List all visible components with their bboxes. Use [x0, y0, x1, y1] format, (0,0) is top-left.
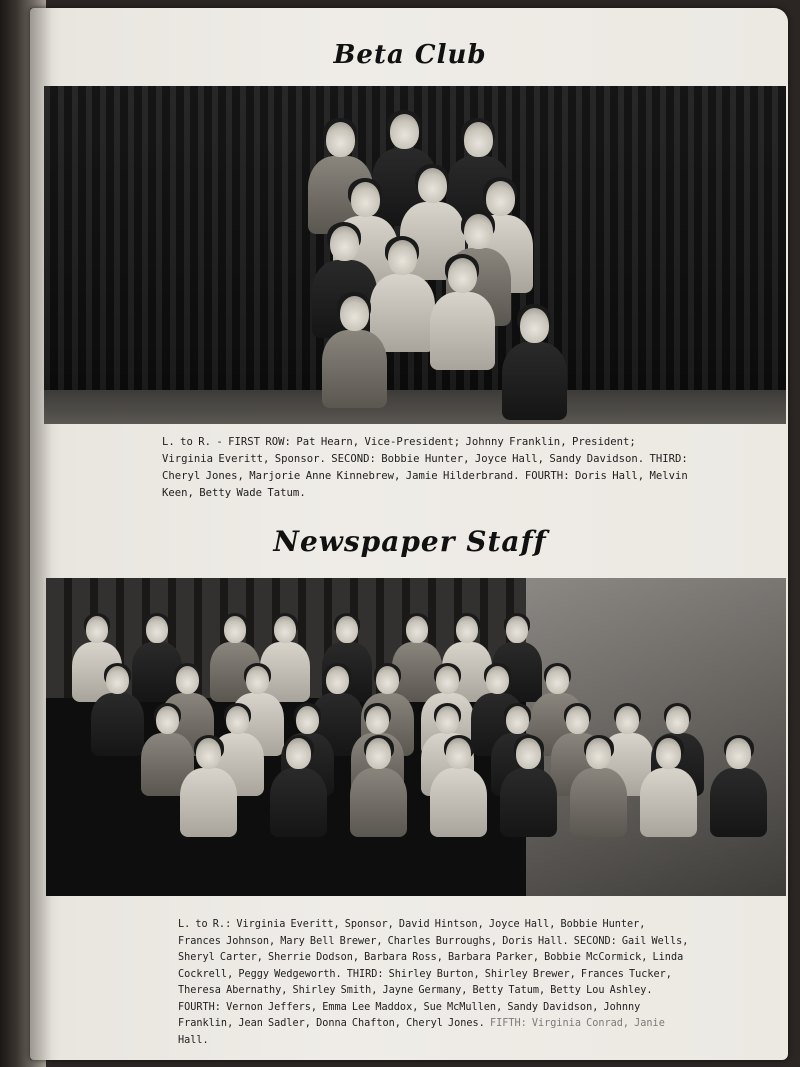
caption-end: Hall.	[178, 1034, 209, 1046]
newspaper-staff-photo	[46, 578, 786, 896]
beta-club-heading: Beta Club	[333, 40, 487, 70]
caption-names: L. to R.: Virginia Everitt, Sponsor, David Hintson, Joyce Hall, Bobbie Hunter, Frances Johnson, Mary Bell Brewer, Charles Burroughs, Doris Hall. SECOND: Gail Wells, Sheryl Carter, Sherrie Dodson, Barbara Ross, Barbara Parker, Bobbie McCormick, Linda Cockrell, Peggy Wedgeworth. THIRD: Shirley Burton, Shirley Brewer, Frances Tucker, Theresa Abernathy, Shirley Smith, Jayne Germany, Betty Tatum, Betty Lou Ashley. FOURTH: Vernon Jeffers, Emma Lee Maddox, Sue McMullen, Sandy Davidson, Johnny Franklin, Jean Sadler, Donna Chafton, Cheryl Jones.	[178, 919, 689, 1029]
caption-faded-row: FIFTH: Virginia Conrad, Janie	[489, 1018, 665, 1029]
beta-club-caption: L. to R. - FIRST ROW: Pat Hearn, Vice-President; Johnny Franklin, President; Virginia Everitt, Sponsor. SECOND: Bobbie Hunter, Joyce Hall, Sandy Davidson. THIRD: Cheryl Jones, Marjorie Anne Kinnebrew, Jamie Hilderbrand. FOURTH: Doris Hall, Melvin Keen, Betty Wade Tatum.	[162, 436, 688, 499]
stage-floor	[44, 390, 786, 424]
newspaper-staff-heading: Newspaper Staff	[273, 525, 547, 558]
newspaper-staff-caption	[178, 917, 690, 1049]
beta-club-photo	[44, 86, 786, 424]
